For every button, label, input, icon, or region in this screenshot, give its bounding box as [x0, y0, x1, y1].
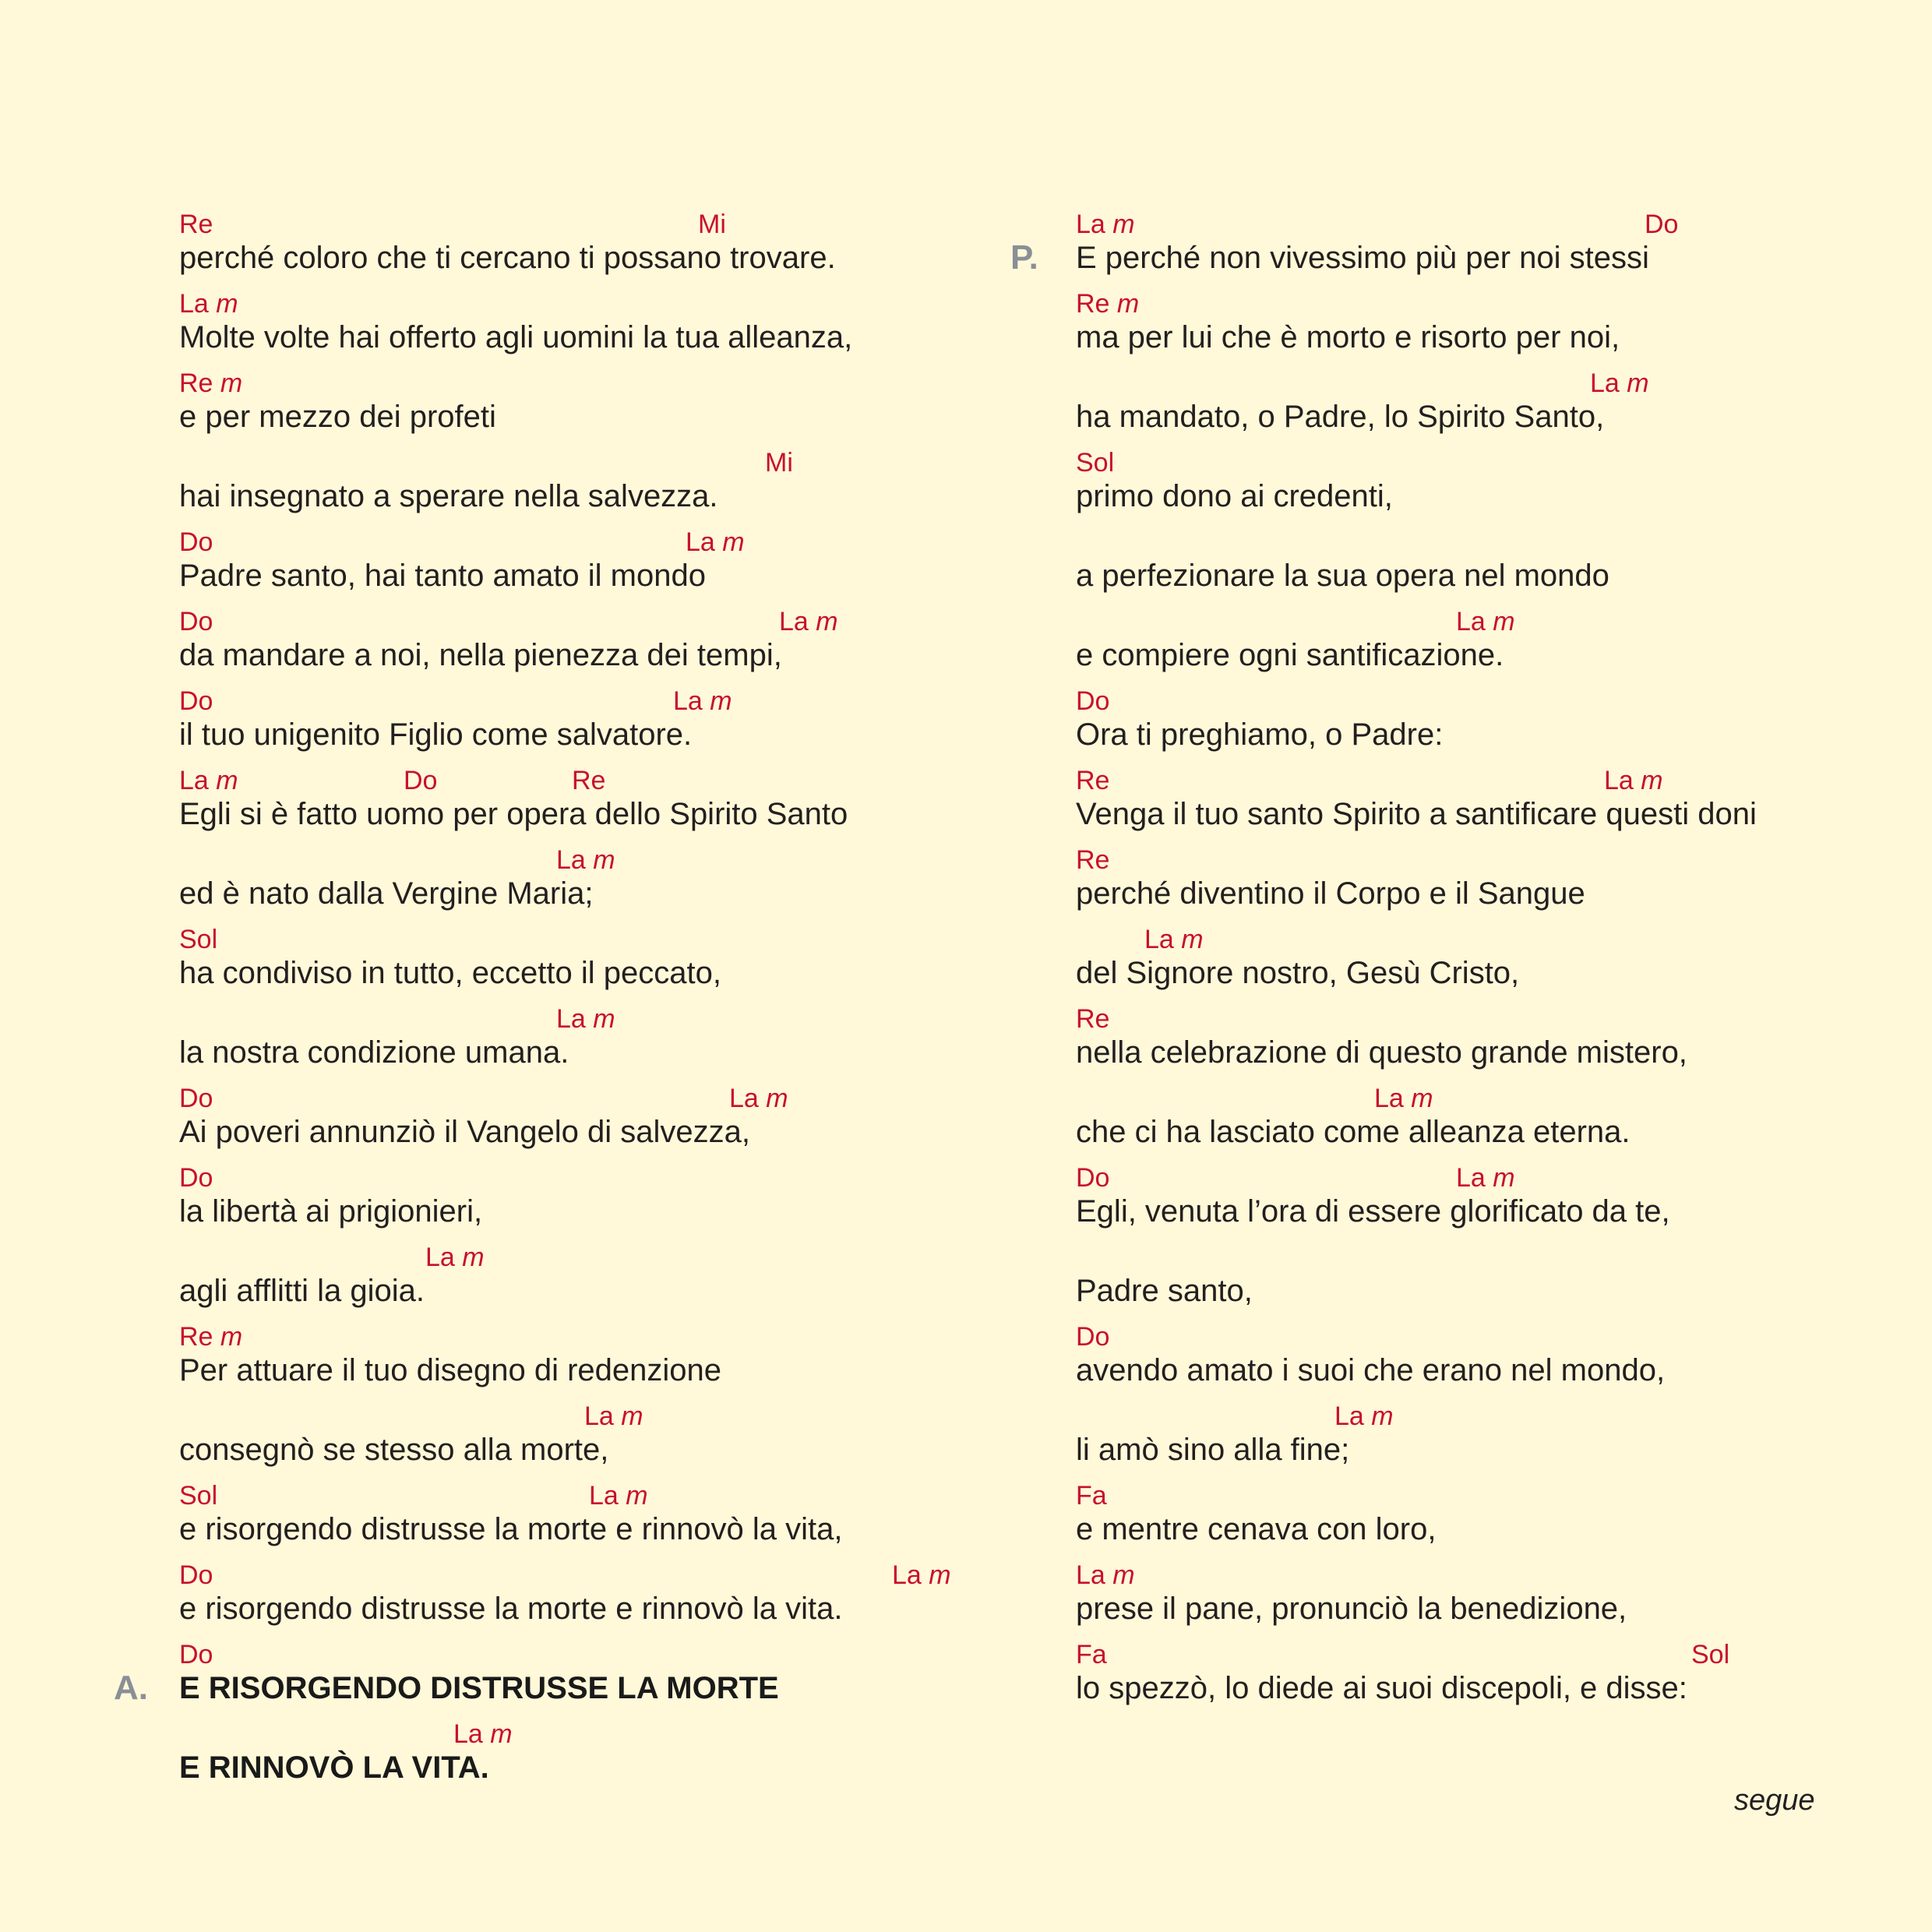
chord-label: Re — [572, 766, 606, 795]
lyric-text: Egli si è fatto uomo per opera dello Spirito Santo — [179, 797, 848, 831]
lyric-text: e per mezzo dei profeti — [179, 400, 496, 434]
verse-line — [179, 1078, 989, 1158]
chord-label: La m — [179, 766, 238, 795]
chord-row — [1076, 204, 1902, 237]
chord-label: La m — [729, 1084, 788, 1113]
speaker-label: A. — [114, 1669, 148, 1707]
verse-line — [179, 1475, 989, 1555]
chord-label: Fa — [1076, 1481, 1107, 1511]
chord-label: La m — [1456, 1163, 1515, 1193]
lyric-text: prese il pane, pronunciò la benedizione, — [1076, 1592, 1627, 1626]
assembly-response-text: E RINNOVÒ LA VITA. — [179, 1750, 489, 1785]
verse-line — [179, 760, 989, 840]
chord-label: La m — [892, 1560, 951, 1590]
chord-label: Do — [179, 1640, 213, 1669]
chord-label: Do — [179, 607, 213, 636]
chord-row — [1076, 1555, 1902, 1588]
chord-row — [1076, 1158, 1902, 1193]
chord-label: Do — [1076, 1163, 1110, 1193]
chord-row — [179, 681, 989, 714]
chord-label: La m — [1590, 368, 1649, 398]
lyric-text: il tuo unigenito Figlio come salvatore. — [179, 717, 693, 752]
chord-label: Sol — [1691, 1640, 1730, 1669]
lyric-text: perché diventino il Corpo e il Sangue — [1076, 876, 1585, 911]
lyric-text: Venga il tuo santo Spirito a santificare questi doni — [1076, 797, 1757, 831]
chord-row — [179, 1237, 989, 1270]
chord-row — [1076, 1237, 1902, 1270]
chord-row — [179, 363, 989, 396]
verse-line — [1076, 601, 1902, 681]
lyric-text: e mentre cenava con loro, — [1076, 1512, 1437, 1546]
lyric-text: li amò sino alla fine; — [1076, 1433, 1350, 1467]
lyric-text: da mandare a noi, nella pienezza dei tempi, — [179, 638, 782, 672]
lyric-text: a perfezionare la sua opera nel mondo — [1076, 559, 1609, 593]
chord-row — [1076, 1396, 1902, 1429]
lyric-text: Molte volte hai offerto agli uomini la tua alleanza, — [179, 320, 853, 354]
lyric-text: E perché non vivessimo più per noi stessi — [1076, 241, 1649, 275]
lyric-text: Per attuare il tuo disegno di redenzione — [179, 1353, 722, 1387]
chord-label: Re m — [1076, 289, 1140, 319]
lyric-text: ha mandato, o Padre, lo Spirito Santo, — [1076, 400, 1605, 434]
verse-line — [179, 284, 989, 363]
chord-label: La m — [686, 527, 745, 557]
speaker-label: P. — [1010, 238, 1038, 277]
verse-line — [1076, 681, 1902, 760]
chord-row — [179, 204, 989, 237]
verse-line — [179, 1714, 989, 1793]
right-column — [1010, 204, 1902, 1714]
chord-label: Do — [1076, 1322, 1110, 1352]
chord-row — [1076, 601, 1902, 634]
chord-label: La m — [673, 686, 732, 716]
chord-row — [1076, 522, 1902, 555]
chord-label: Do — [179, 686, 213, 716]
verse-line — [1076, 1158, 1902, 1237]
chord-label: La m — [1456, 607, 1515, 636]
chord-row — [179, 1714, 989, 1747]
verse-line — [179, 1396, 989, 1475]
verse-line — [1076, 1078, 1902, 1158]
chord-label: La m — [584, 1401, 643, 1431]
chord-label: Do — [179, 1084, 213, 1113]
verse-line — [179, 1158, 989, 1237]
chord-label: Do — [1645, 210, 1679, 239]
chord-label: Do — [179, 527, 213, 557]
chord-row — [179, 840, 989, 873]
lyric-text: e risorgendo distrusse la morte e rinnovò la vita, — [179, 1512, 843, 1546]
chord-label: Re — [1076, 1004, 1110, 1034]
chord-row — [1076, 999, 1902, 1034]
lyric-text: ma per lui che è morto e risorto per noi, — [1076, 320, 1620, 354]
chord-row — [1076, 284, 1902, 319]
lyric-text: avendo amato i suoi che erano nel mondo, — [1076, 1353, 1666, 1387]
chord-label: La m — [556, 1004, 615, 1034]
chord-label: La m — [1334, 1401, 1394, 1431]
lyric-text: Ora ti preghiamo, o Padre: — [1076, 717, 1444, 752]
verse-line — [1076, 1555, 1902, 1634]
chord-label: Sol — [1076, 448, 1115, 478]
chord-row — [179, 1158, 989, 1193]
lyric-text: ha condiviso in tutto, eccetto il peccato, — [179, 956, 721, 990]
chord-row — [179, 601, 989, 634]
chord-row — [1076, 760, 1902, 793]
chord-label: La m — [589, 1481, 648, 1511]
lyric-text: perché coloro che ti cercano ti possano trovare. — [179, 241, 836, 275]
chord-label: Do — [1076, 686, 1110, 716]
chord-row — [1076, 1078, 1902, 1111]
chord-label: Do — [179, 1163, 213, 1193]
chord-label: Sol — [179, 925, 218, 954]
chord-label: Mi — [765, 448, 793, 478]
verse-line — [1076, 363, 1902, 442]
chord-row — [1076, 681, 1902, 714]
lyric-text: Egli, venuta l’ora di essere glorificato da te, — [1076, 1194, 1670, 1229]
chord-row — [179, 1634, 989, 1667]
chord-label: Re m — [179, 1322, 243, 1352]
verse-line — [179, 1555, 989, 1634]
chord-row — [179, 1475, 989, 1511]
lyric-text: primo dono ai credenti, — [1076, 479, 1393, 513]
chord-row — [179, 919, 989, 952]
chord-label: La m — [1144, 925, 1204, 954]
chord-label: Mi — [698, 210, 726, 239]
chord-label: Re — [1076, 766, 1110, 795]
chord-row — [179, 522, 989, 555]
chord-row — [179, 999, 989, 1034]
chord-label: La m — [1076, 210, 1135, 239]
lyric-text: e compiere ogni santificazione. — [1076, 638, 1504, 672]
lyric-text: Ai poveri annunziò il Vangelo di salvezza, — [179, 1115, 751, 1149]
chord-row — [179, 1396, 989, 1429]
verse-line — [179, 919, 989, 999]
chord-label: La m — [179, 289, 238, 319]
chord-row — [1076, 840, 1902, 873]
chord-row — [1076, 442, 1902, 478]
verse-line — [1076, 1396, 1902, 1475]
chord-label: Re m — [179, 368, 243, 398]
chord-row — [1076, 1475, 1902, 1511]
chord-row — [1076, 363, 1902, 396]
verse-line — [1076, 1317, 1902, 1396]
verse-line — [179, 681, 989, 760]
lyric-text: del Signore nostro, Gesù Cristo, — [1076, 956, 1520, 990]
verse-line — [179, 522, 989, 601]
chord-row — [179, 442, 989, 478]
lyric-text: la nostra condizione umana. — [179, 1035, 569, 1070]
verse-line — [179, 442, 989, 522]
chord-label: Do — [404, 766, 438, 795]
verse-line — [114, 1634, 989, 1714]
chord-row — [1076, 919, 1902, 952]
lyric-text: Padre santo, hai tanto amato il mondo — [179, 559, 706, 593]
verse-line — [1076, 1634, 1902, 1714]
lyric-text: la libertà ai prigionieri, — [179, 1194, 483, 1229]
verse-line — [1076, 919, 1902, 999]
chord-row — [179, 1317, 989, 1352]
verse-line — [179, 1317, 989, 1396]
lyric-text: nella celebrazione di questo grande mistero, — [1076, 1035, 1687, 1070]
verse-line — [1076, 522, 1902, 601]
chord-row — [1076, 1317, 1902, 1352]
verse-line — [179, 999, 989, 1078]
continue-label: segue — [1734, 1784, 1815, 1817]
chord-label: Re — [1076, 845, 1110, 875]
verse-line — [1076, 760, 1902, 840]
verse-line — [179, 601, 989, 681]
verse-line — [1076, 284, 1902, 363]
lyric-text: consegnò se stesso alla morte, — [179, 1433, 609, 1467]
chord-label: La m — [556, 845, 615, 875]
chord-row — [179, 760, 989, 793]
chord-label: La m — [1076, 1560, 1135, 1590]
assembly-response-text: E RISORGENDO DISTRUSSE LA MORTE — [179, 1671, 779, 1705]
verse-line — [1076, 1475, 1902, 1555]
left-column — [114, 204, 989, 1793]
verse-line — [179, 840, 989, 919]
chord-row — [179, 1555, 989, 1588]
verse-line — [1076, 999, 1902, 1078]
chord-row — [179, 284, 989, 319]
lyric-text: lo spezzò, lo diede ai suoi discepoli, e disse: — [1076, 1671, 1687, 1705]
chord-row — [179, 1078, 989, 1111]
verse-line — [179, 1237, 989, 1317]
chord-label: La m — [425, 1243, 485, 1272]
chord-label: La m — [1604, 766, 1663, 795]
lyric-text: Padre santo, — [1076, 1274, 1253, 1308]
verse-line — [179, 363, 989, 442]
verse-line — [1010, 204, 1902, 284]
lyric-text: ed è nato dalla Vergine Maria; — [179, 876, 594, 911]
verse-line — [1076, 1237, 1902, 1317]
verse-line — [1076, 840, 1902, 919]
verse-line — [179, 204, 989, 284]
verse-line — [1076, 442, 1902, 522]
lyric-text: hai insegnato a sperare nella salvezza. — [179, 479, 718, 513]
chord-label: Re — [179, 210, 213, 239]
lyric-text: agli afflitti la gioia. — [179, 1274, 425, 1308]
chord-label: La m — [453, 1719, 513, 1749]
chord-label: Do — [179, 1560, 213, 1590]
lyric-text: e risorgendo distrusse la morte e rinnovò la vita. — [179, 1592, 843, 1626]
lyric-text: che ci ha lasciato come alleanza eterna. — [1076, 1115, 1631, 1149]
chord-label: Fa — [1076, 1640, 1107, 1669]
chord-row — [1076, 1634, 1902, 1667]
chord-label: La m — [779, 607, 838, 636]
chord-label: La m — [1374, 1084, 1433, 1113]
chord-label: Sol — [179, 1481, 218, 1511]
